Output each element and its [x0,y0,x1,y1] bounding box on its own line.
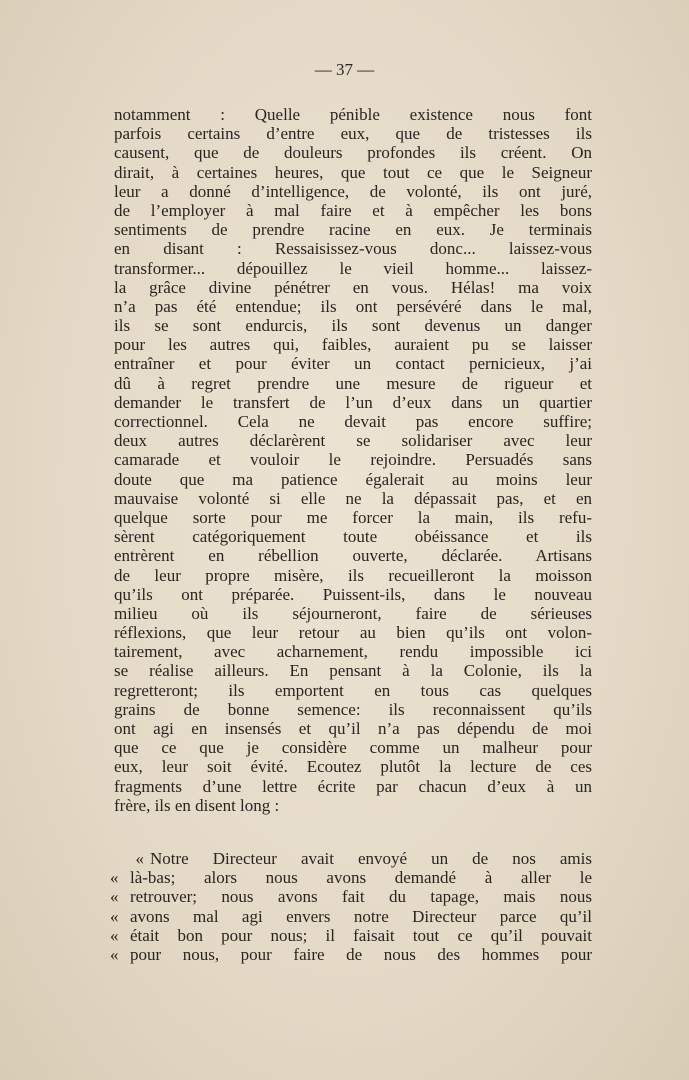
text-line: eux, leur soit évité. Ecoutez plutôt la lecture de ces [114,757,592,777]
quote-text: avons mal agi envers notre Directeur parce qu’il [130,906,592,926]
text-line: demander le transfert de l’un d’eux dans un quartier [114,392,592,412]
text-line: pour les autres qui, faibles, auraient pu se laisser [114,335,592,355]
text-line: camarade et vouloir le rejoindre. Persuadés sans [114,450,592,470]
text-line: ont agi en insensés et qu’il n’a pas dépendu de moi [114,719,592,738]
quote-line [110,907,592,926]
quote-line [110,945,592,964]
text-line: deux autres déclarèrent se solidariser avec leur [114,431,592,451]
text-line: dû à regret prendre une mesure de rigueur et [114,373,592,393]
text-line: en disant : Ressaisissez-vous donc... laissez-vous [114,239,592,259]
quote-line [110,887,592,906]
text-line: tairement, avec acharnement, rendu impossible ici [114,642,592,662]
text-line: regretteront; ils emportent en tous cas quelques [114,680,592,700]
text-line: frère, ils en disent long : [114,795,280,815]
quote-mark: « [110,925,119,945]
text-line: entraîner et pour éviter un contact pernicieux, j’ai [114,354,592,374]
quote-line [110,849,592,868]
body-paragraph [114,105,592,815]
text-line: fragments d’une lettre écrite par chacun d’eux à un [114,776,592,796]
quote-mark: « [135,849,144,868]
quote-text: était bon pour nous; il faisait tout ce qu’il pouvait [130,925,592,945]
quote-line [110,926,592,945]
quote-line [110,868,592,887]
quote-mark: « [110,887,119,907]
text-line: notamment : Quelle pénible existence nous font [114,105,592,124]
text-line: causent, que de douleurs profondes ils créent. On [114,143,592,163]
quote-text: Notre Directeur avait envoyé un de nos amis [150,849,592,868]
text-line: grains de bonne semence: ils reconnaissent qu’ils [114,699,592,719]
quote-mark: « [110,944,119,964]
quote-text: retrouver; nous avons fait du tapage, mais nous [130,887,592,907]
quote-mark: « [110,868,119,888]
text-line: correctionnel. Cela ne devait pas encore suffire; [114,412,592,431]
text-line: quelque sorte pour me forcer la main, ils refu- [114,507,592,527]
text-line: entrèrent en rébellion ouverte, déclarée. Artisans [114,546,592,566]
text-line: sèrent catégoriquement toute obéissance et ils [114,527,592,547]
text-line: doute que ma patience égalerait au moins leur [114,469,592,489]
text-line: que ce que je considère comme un malheur pour [114,738,592,758]
quote-text: là-bas; alors nous avons demandé à aller le [130,868,592,888]
quote-mark: « [110,906,119,926]
text-line: qu’ils ont préparée. Puissent-ils, dans le nouveau [114,584,592,604]
text-line: se réalise ailleurs. En pensant à la Colonie, ils la [114,661,592,681]
text-line: parfois certains d’entre eux, que de tristesses ils [114,124,592,144]
text-line: de leur propre misère, ils recueilleront la moisson [114,565,592,585]
text-line: leur a donné d’intelligence, de volonté, ils ont juré, [114,181,592,201]
text-line: milieu où ils séjourneront, faire de sérieuses [114,603,592,623]
text-line: réflexions, que leur retour au bien qu’ils ont volon- [114,623,592,643]
quoted-letter [110,849,592,964]
page-number: — 37 — [314,60,375,79]
text-line: transformer... dépouillez le vieil homme... laissez- [114,258,592,278]
text-line: sentiments de prendre racine en eux. Je terminais [114,220,592,240]
text-line: mauvaise volonté si elle ne la dépassait pas, et en [114,488,592,508]
text-line: de l’employer à mal faire et à empêcher les bons [114,200,592,220]
text-line: dirait, à certaines heures, que tout ce que le Seigneur [114,162,592,182]
text-line: la grâce divine pénétrer en vous. Hélas! ma voix [114,277,592,297]
quote-text: pour nous, pour faire de nous des hommes pour [130,944,592,964]
text-line: ils se sont endurcis, ils sont devenus un danger [114,316,592,336]
text-line: n’a pas été entendue; ils ont persévéré dans le mal, [114,296,592,316]
